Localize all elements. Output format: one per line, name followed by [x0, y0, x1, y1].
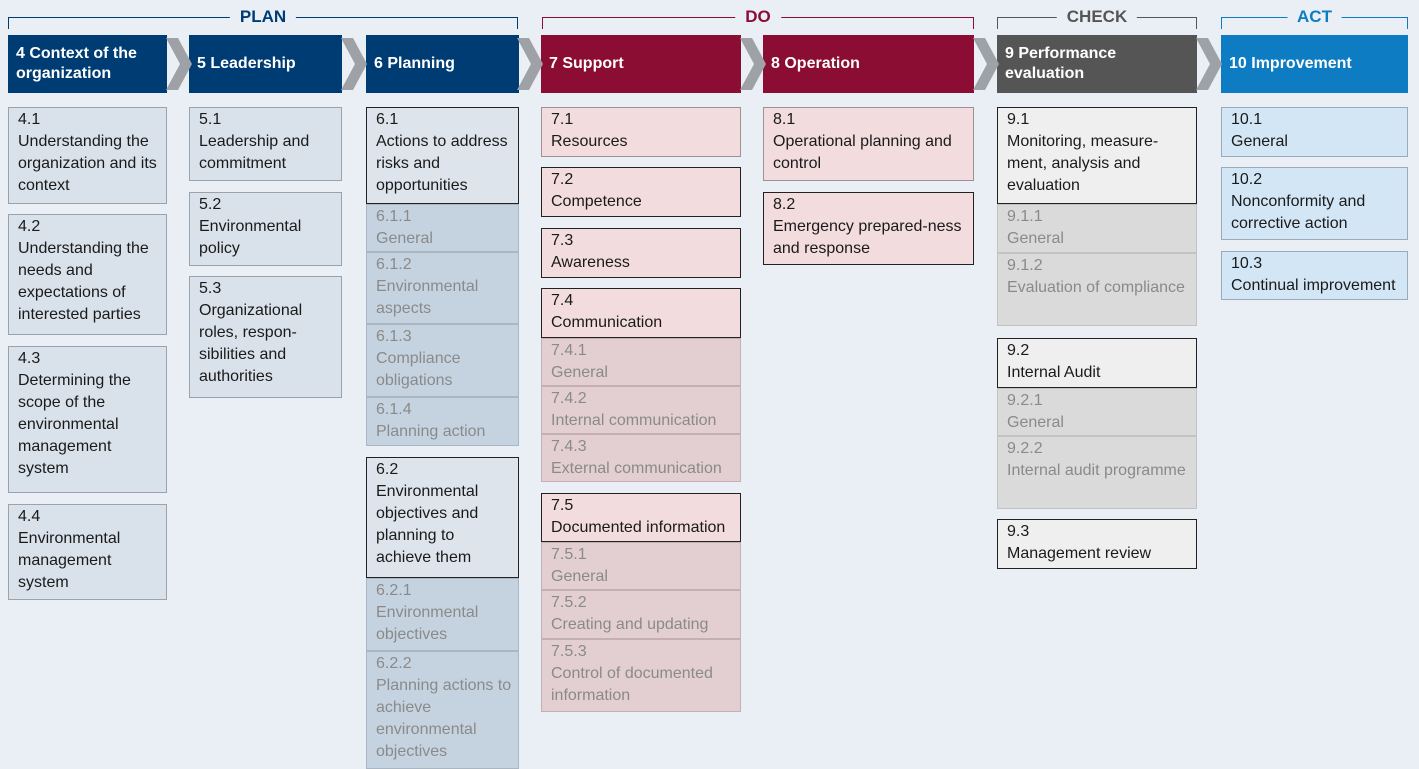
subclause-box: 6.2.1 Environmental objectives [366, 578, 519, 651]
clause-box: 5.2 Environmental policy [189, 192, 342, 266]
clause-box: 5.3 Organizational roles, respon-sibilities and authorities [189, 276, 342, 398]
clause-box: 7.3 Awareness [541, 228, 741, 278]
subclause-box: 7.4.1 General [541, 338, 741, 386]
clause-box: 4.1 Understanding the organization and its context [8, 107, 167, 204]
clause-box: 7.2 Competence [541, 167, 741, 217]
subclause-box: 7.5.2 Creating and updating [541, 590, 741, 639]
subclause-box: 7.5.3 Control of documented information [541, 639, 741, 712]
subclause-box: 7.4.2 Internal communication [541, 386, 741, 434]
chevron-arrow-icon [1196, 38, 1222, 90]
clause-box: 9.3 Management review [997, 519, 1197, 569]
clause-box: 4.3 Determining the scope of the environmental management system [8, 346, 167, 493]
clause-box: 7.4 Communication [541, 288, 741, 338]
header-performance-evaluation: 9 Performance evaluation [997, 35, 1197, 93]
subclause-box: 6.1.4 Planning action [366, 397, 519, 446]
header-context: 4 Context of the organization [8, 35, 167, 93]
chevron-arrow-icon [740, 38, 766, 90]
clause-box: 6.2 Environmental objectives and planning to achieve them [366, 457, 519, 578]
clause-box: 10.2 Nonconformity and corrective action [1221, 167, 1408, 240]
header-support: 7 Support [541, 35, 741, 93]
header-improvement: 10 Improvement [1221, 35, 1408, 93]
clause-box: 8.1 Operational planning and control [763, 107, 974, 181]
plan-label: PLAN [230, 7, 296, 27]
clause-box: 7.5 Documented information [541, 493, 741, 542]
check-label: CHECK [1057, 7, 1137, 27]
do-label: DO [735, 7, 781, 27]
header-leadership: 5 Leadership [189, 35, 342, 93]
clause-box: 4.4 Environmental management system [8, 504, 167, 600]
subclause-box: 6.1.2 Environmental aspects [366, 252, 519, 324]
act-bracket [1221, 7, 1408, 29]
do-bracket [542, 7, 974, 29]
subclause-box: 9.2.1 General [997, 388, 1197, 436]
clause-box: 7.1 Resources [541, 107, 741, 157]
act-label: ACT [1287, 7, 1342, 27]
plan-bracket [8, 7, 518, 29]
clause-box: 5.1 Leadership and commitment [189, 107, 342, 181]
clause-box: 6.1 Actions to address risks and opportunities [366, 107, 519, 204]
check-bracket [997, 7, 1197, 29]
chevron-arrow-icon [341, 38, 367, 90]
subclause-box: 6.1.3 Compliance obligations [366, 324, 519, 397]
subclause-box: 9.1.1 General [997, 204, 1197, 253]
clause-box: 10.3 Continual improvement [1221, 251, 1408, 300]
clause-box: 4.2 Understanding the needs and expectations of interested parties [8, 214, 167, 335]
chevron-arrow-icon [973, 38, 999, 90]
chevron-arrow-icon [166, 38, 192, 90]
clause-box: 9.2 Internal Audit [997, 338, 1197, 388]
clause-box: 9.1 Monitoring, measure-ment, analysis and evaluation [997, 107, 1197, 204]
subclause-box: 7.5.1 General [541, 542, 741, 590]
subclause-box: 9.1.2 Evaluation of compliance [997, 253, 1197, 326]
clause-box: 10.1 General [1221, 107, 1408, 157]
clause-box: 8.2 Emergency prepared-ness and response [763, 192, 974, 265]
subclause-box: 9.2.2 Internal audit programme [997, 436, 1197, 509]
subclause-box: 6.1.1 General [366, 204, 519, 252]
chevron-arrow-icon [517, 38, 543, 90]
header-operation: 8 Operation [763, 35, 974, 93]
subclause-box: 6.2.2 Planning actions to achieve environmental objectives [366, 651, 519, 769]
subclause-box: 7.4.3 External communication [541, 434, 741, 482]
header-planning: 6 Planning [366, 35, 519, 93]
